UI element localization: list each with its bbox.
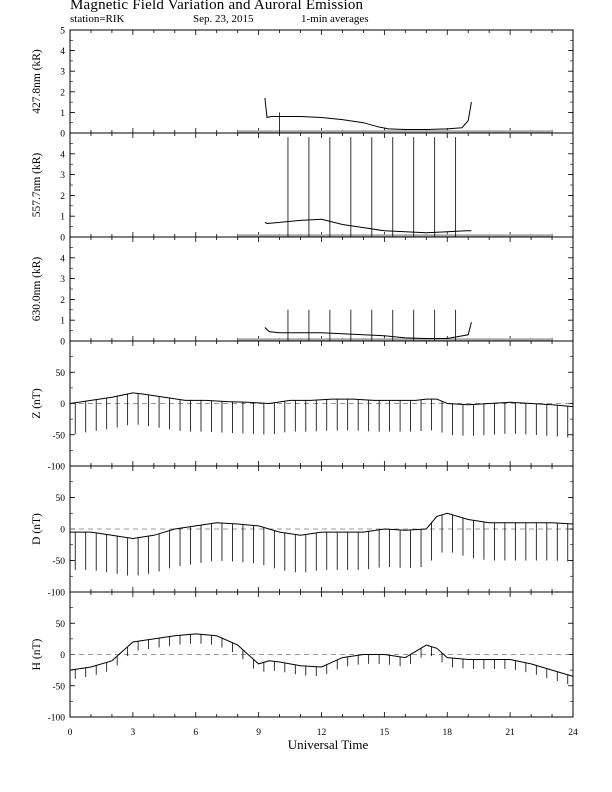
y-tick-label: 50 <box>55 619 65 630</box>
x-axis-label: Universal Time <box>287 737 369 752</box>
y-tick-label: -100 <box>47 713 65 724</box>
y-tick-label: 50 <box>55 368 65 379</box>
y-tick-label: 4 <box>60 254 65 265</box>
y-tick-label: -100 <box>47 588 65 599</box>
trace-line <box>70 393 573 407</box>
trace-line <box>265 322 472 338</box>
panel-D <box>31 466 573 599</box>
y-tick-label: -50 <box>52 431 65 442</box>
x-tick-label: 12 <box>316 728 327 738</box>
y-tick-label: 50 <box>55 494 65 504</box>
panel-frame <box>70 237 573 341</box>
y-tick-label: 3 <box>60 275 65 286</box>
panel-630.0 <box>31 237 573 348</box>
x-tick-label: 21 <box>505 728 515 738</box>
y-axis-label: D (nT) <box>31 513 43 545</box>
y-tick-label: 0 <box>60 400 65 410</box>
averaging-label: 1-min averages <box>301 13 369 25</box>
y-tick-label: 0 <box>60 651 65 661</box>
panel-Z <box>31 341 573 473</box>
trace-line <box>70 513 573 538</box>
y-tick-label: 1 <box>60 212 65 223</box>
y-tick-label: -50 <box>52 682 65 693</box>
x-tick-label: 3 <box>130 728 136 738</box>
panel-H <box>31 592 573 724</box>
trace-line <box>265 219 472 233</box>
y-tick-label: 0 <box>60 129 65 140</box>
y-tick-label: 0 <box>60 337 65 348</box>
y-tick-label: 5 <box>60 26 65 37</box>
y-tick-label: 2 <box>60 191 65 202</box>
x-tick-label: 0 <box>67 728 73 738</box>
x-tick-label: 18 <box>442 728 452 738</box>
y-tick-label: -100 <box>47 462 65 473</box>
y-tick-label: 2 <box>60 88 65 99</box>
trace-line <box>70 634 573 677</box>
y-axis-label: Z (nT) <box>31 388 43 419</box>
y-axis-label: 427.8nm (kR) <box>31 49 43 114</box>
y-tick-label: -50 <box>52 557 65 567</box>
panel-427.8 <box>31 27 573 140</box>
panel-557.7 <box>31 133 573 244</box>
chart-title: Magnetic Field Variation and Auroral Emission <box>70 0 364 13</box>
y-tick-label: 3 <box>60 67 65 78</box>
y-tick-label: 4 <box>60 47 65 58</box>
panels-group <box>31 27 573 724</box>
y-axis-label: 557.7nm (kR) <box>31 152 43 218</box>
date-label: Sep. 23, 2015 <box>193 13 254 25</box>
y-axis-label: 630.0nm (kR) <box>31 256 43 322</box>
y-tick-label: 1 <box>60 316 65 327</box>
y-tick-label: 1 <box>60 108 65 119</box>
station-label: station=RIK <box>70 13 125 25</box>
y-tick-label: 0 <box>60 525 65 536</box>
y-axis-label: H (nT) <box>31 638 43 671</box>
x-tick-label: 6 <box>193 728 199 738</box>
x-tick-label: 24 <box>568 728 578 738</box>
y-tick-label: 2 <box>60 295 65 306</box>
panel-frame <box>70 133 573 237</box>
x-tick-label: 9 <box>256 728 261 738</box>
x-tick-label: 15 <box>379 728 390 738</box>
trace-line <box>265 98 472 130</box>
y-tick-label: 3 <box>60 171 65 182</box>
y-tick-label: 0 <box>60 233 65 244</box>
y-tick-label: 4 <box>60 150 65 161</box>
